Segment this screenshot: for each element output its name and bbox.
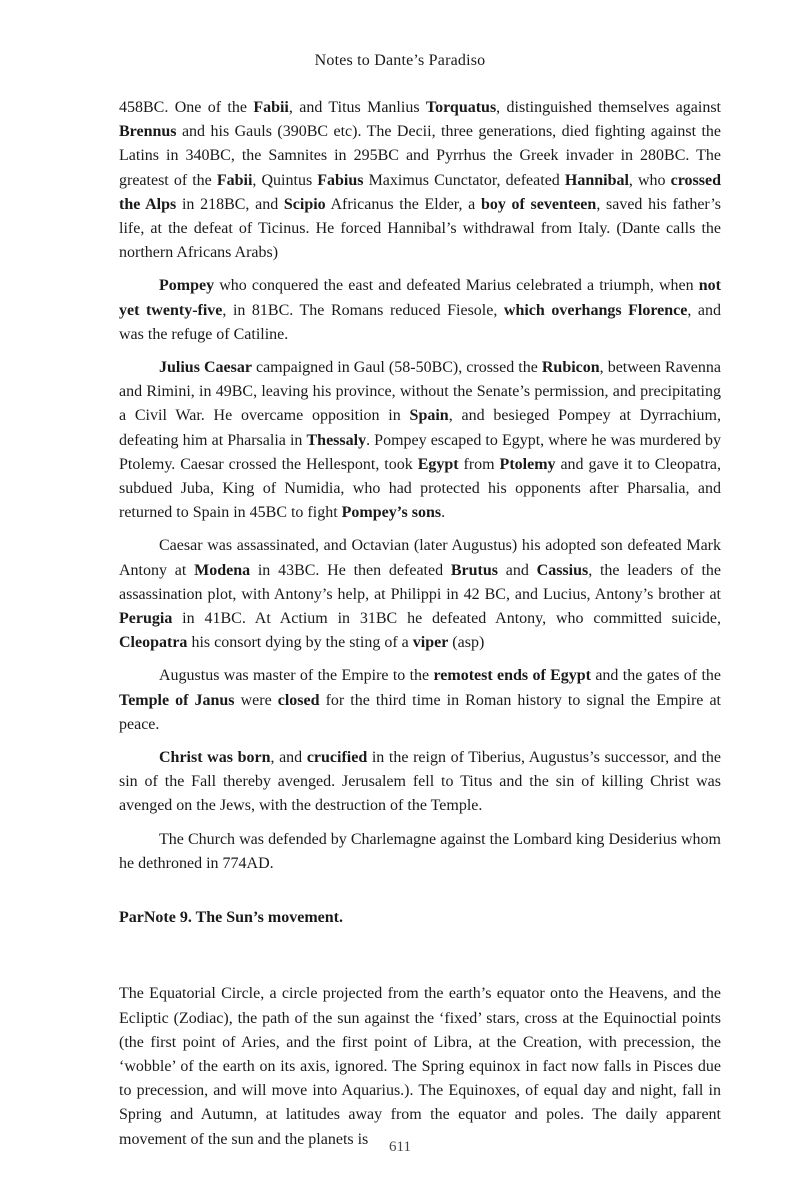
text-run: in 41BC. At Actium in 31BC he defeated Antony, who committed suicide, [172, 610, 721, 628]
text-run: Caesar was assassinated, and Octavian (later Augustus) his adopted son defeated Mark Antony at [119, 537, 721, 579]
bold-term: Fabii [216, 171, 253, 189]
paragraph [119, 746, 721, 819]
bold-term: Pompey [159, 277, 215, 295]
bold-term: Fabius [317, 171, 364, 189]
bold-term: viper [412, 634, 449, 652]
text-run: , distinguished themselves against [496, 99, 721, 116]
bold-term: Modena [194, 561, 251, 579]
text-run: , Quintus [252, 171, 318, 189]
text-run: his consort dying by the sting of a [187, 634, 413, 652]
bold-term: Scipio [283, 195, 326, 213]
bold-term: Christ was born [159, 749, 271, 767]
text-run: and gave it to Cleopatra, subdued Juba, King of Numidia, who had protected his opponents after Pharsalia, and returned to Spain in 45BC to fight [119, 455, 721, 522]
paragraph [119, 664, 721, 737]
text-run: 458BC. One of the [119, 99, 254, 116]
bold-term: Thessaly [306, 431, 367, 449]
bold-term: Brennus [119, 123, 177, 141]
section-body-paragraph: The Equatorial Circle, a circle projected from the earth’s equator onto the Heavens, and the Ecliptic (Zodiac), the path of the sun against the ‘fixed’ stars, cross at the Equinoctial points (the first point of Aries, and the first point of Libra, at the Creation, with precession, the ‘wobble’ of the earth on its axis, ignored. The Spring equinox in fact now falls in Pisces due to precession, and will move into Aquarius.). The Equinoxes, of equal day and night, fall in Spring and Autumn, at latitudes away from the equator and poles. The daily apparent movement of the sun and the planets is [119, 985, 721, 1148]
page-content [119, 96, 721, 1161]
bold-term: Temple of Janus [119, 691, 235, 709]
text-run: from [458, 455, 500, 473]
text-run: , saved his father’s life, at the defeat of Ticinus. He forced Hannibal’s withdrawal from Italy. (Dante calls the northern Africans Arabs) [119, 195, 722, 262]
bold-term: Rubicon [541, 359, 600, 377]
bold-term: Egypt [417, 455, 459, 473]
text-run: were [234, 691, 278, 709]
bold-term: boy of seventeen [480, 195, 597, 213]
paragraph [119, 534, 721, 655]
text-run: , and besieged Pompey at Dyrrachium, defeating him at Pharsalia in [119, 407, 722, 449]
bold-term: Cleopatra [119, 634, 188, 652]
bold-term: crucified [306, 749, 368, 767]
paragraph [119, 828, 721, 876]
text-run: campaigned in Gaul (58-50BC), crossed the [251, 359, 542, 377]
text-run: , who [628, 171, 671, 189]
bold-term: Pompey’s sons [341, 504, 442, 522]
text-run: , between Ravenna and Rimini, in 49BC, leaving his province, without the Senate’s permission, and precipitating a Civil War. He overcame opposition in [119, 359, 721, 425]
text-run: and the gates of the [591, 667, 721, 685]
text-run: The Church was defended by Charlemagne against the Lombard king Desiderius whom he dethroned in 774AD. [119, 830, 721, 872]
paragraph [119, 96, 721, 265]
notes-paragraphs [119, 96, 721, 876]
text-run: for the third time in Roman history to signal the Empire at peace. [119, 691, 721, 733]
text-run: and [498, 561, 537, 579]
paragraph [119, 356, 721, 525]
bold-term: closed [277, 691, 320, 709]
text-run: (asp) [448, 634, 485, 652]
bold-term: Hannibal [564, 171, 629, 189]
text-run: in 218BC, and [176, 195, 284, 213]
page-header-title: Notes to Dante’s Paradiso [314, 52, 486, 69]
text-run: in 43BC. He then defeated [250, 561, 451, 579]
bold-term: Spain [409, 407, 449, 425]
text-run: Augustus was master of the Empire to the [159, 667, 434, 685]
text-run: in the reign of Tiberius, Augustus’s successor, and the sin of the Fall thereby avenged. Jerusalem fell to Titus and the sin of killing Christ was avenged on the Jews, with the destruction of the Temple. [119, 749, 721, 815]
bold-term: Fabii [253, 99, 289, 116]
page-number: 611 [389, 1139, 411, 1155]
text-run: , the leaders of the assassination plot, with Antony’s help, at Philippi in 42 BC, and Lucius, Antony’s brother at [119, 561, 722, 603]
paragraph [119, 274, 721, 347]
text-run: , and Titus Manlius [288, 99, 426, 116]
text-run: Maximus Cunctator, defeated [363, 171, 565, 189]
section-heading: ParNote 9. The Sun’s movement. [119, 909, 343, 927]
text-run: , and was the refuge of Catiline. [119, 301, 721, 343]
text-run: , and [270, 749, 307, 767]
text-run: . [441, 504, 446, 522]
text-run: and his Gauls (390BC etc). The Decii, three generations, died fighting against the Latins in 340BC, the Samnites in 295BC and Pyrrhus the Greek invader in 280BC. The greatest of the [119, 123, 721, 189]
text-run: . Pompey escaped to Egypt, where he was murdered by Ptolemy. Caesar crossed the Hellespont, took [119, 431, 721, 473]
bold-term: remotest ends of Egypt [433, 667, 592, 685]
bold-term: not yet twenty-five [119, 277, 721, 319]
bold-term: which overhangs Florence [503, 301, 688, 319]
bold-term: Brutus [450, 561, 498, 579]
bold-term: crossed the Alps [119, 171, 722, 213]
bold-term: Perugia [119, 610, 173, 628]
text-run: who conquered the east and defeated Marius celebrated a triumph, when [214, 277, 699, 295]
bold-term: Ptolemy [499, 455, 556, 473]
bold-term: Julius Caesar [159, 359, 252, 377]
text-run: Africanus the Elder, a [325, 195, 481, 213]
text-run: , in 81BC. The Romans reduced Fiesole, [222, 301, 504, 319]
bold-term: Torquatus [425, 99, 497, 116]
bold-term: Cassius [536, 561, 589, 579]
